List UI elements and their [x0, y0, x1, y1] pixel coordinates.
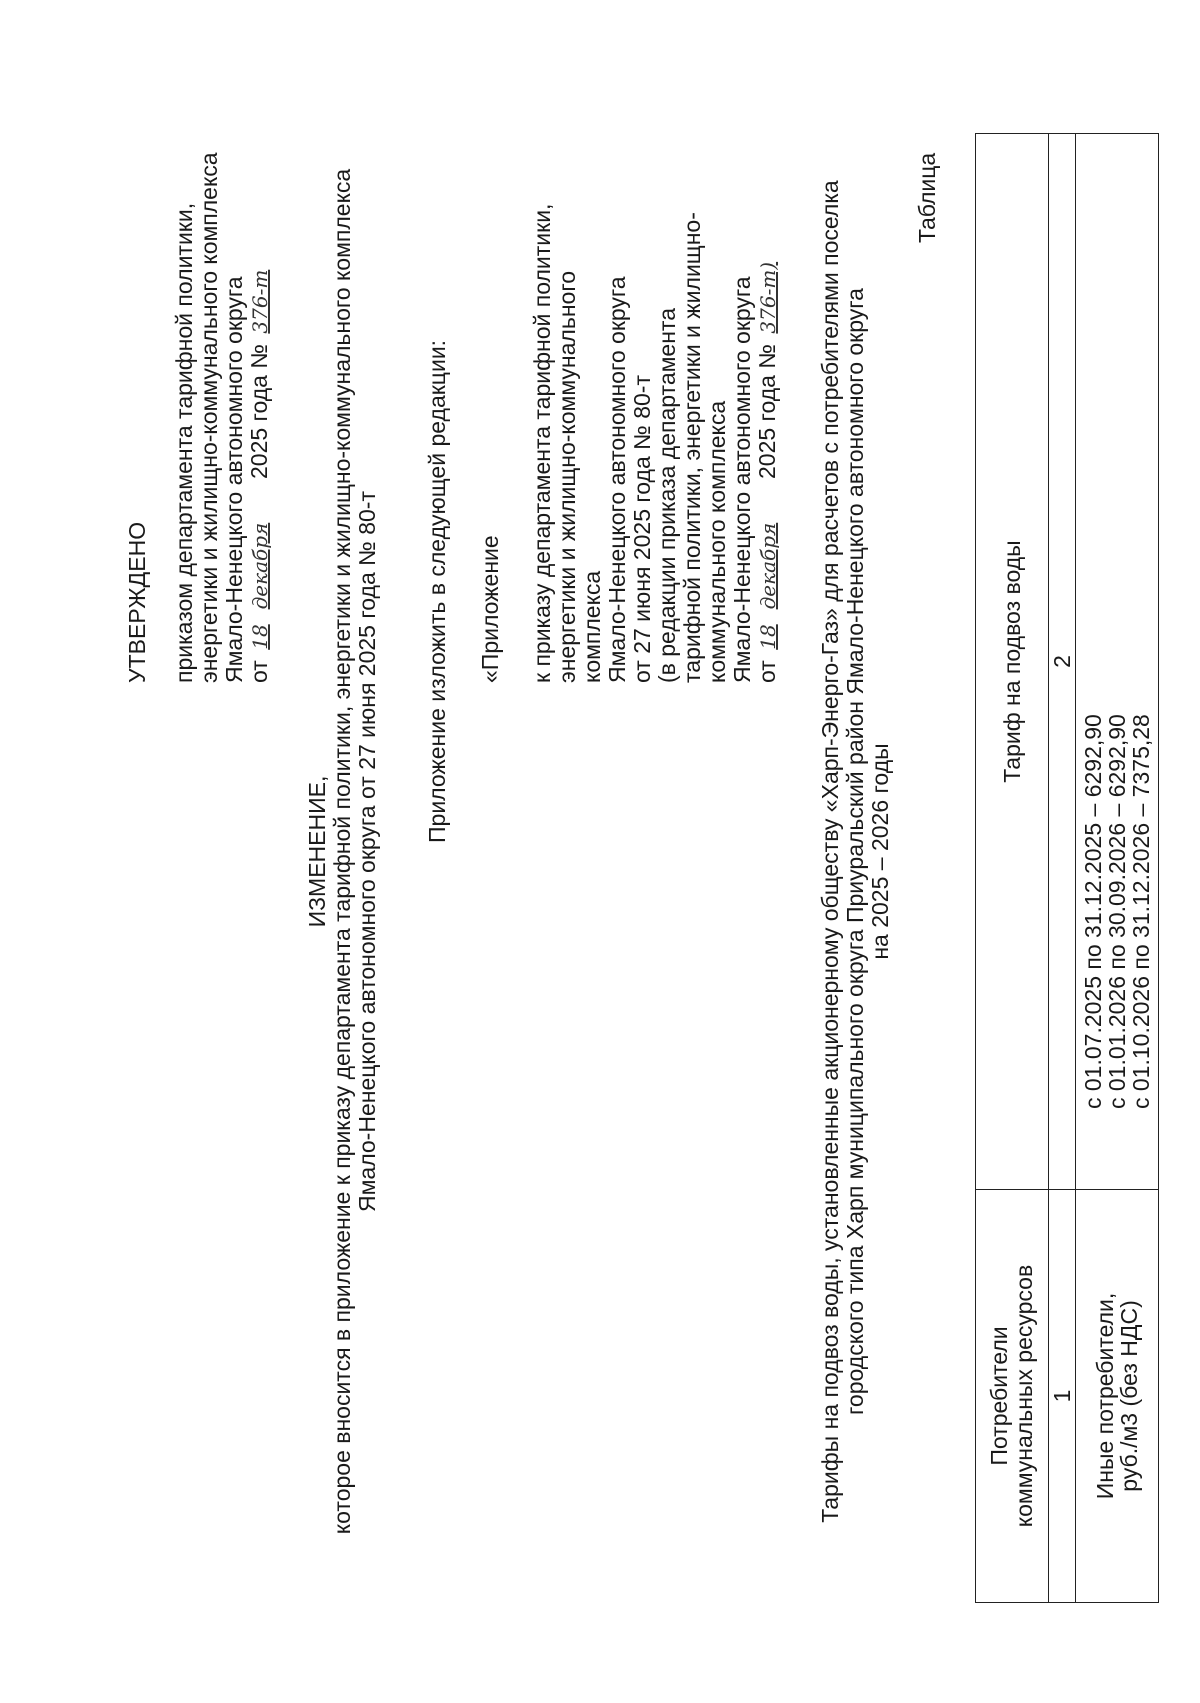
table-number-row — [1049, 134, 1076, 1603]
row-tariff-cell — [1076, 134, 1159, 1190]
change-subtitle-line-1: которое вносится в приложение к приказу департамента тарифной политики, энергетики и жилищно-коммунального комплекса — [329, 168, 355, 1535]
appendix-line-1: к приказу департамента тарифной политики, — [529, 203, 555, 683]
tariff-period-2: с 01.01.2026 по 30.09.2026 – 6292,90 — [1104, 714, 1130, 1109]
appendix-line-3: комплекса — [579, 570, 605, 683]
appendix-line-2: энергетики и жилищно-коммунального — [554, 271, 580, 683]
header-tariff-cell: Тариф на подвоз воды — [976, 134, 1049, 1190]
appendix-heading: «Приложение — [477, 535, 503, 683]
appendix-day-handwritten: 18 — [756, 624, 780, 650]
approved-day-handwritten: 18 — [248, 624, 272, 650]
row-consumers-line-1: Иные потребители, — [1092, 1292, 1118, 1500]
appendix-number-handwritten: 376-т) — [756, 261, 780, 334]
approved-date-line — [247, 266, 273, 683]
tariff-title-line-3: на 2025 – 2026 годы — [867, 743, 893, 960]
table-row — [1076, 134, 1159, 1603]
tariff-title-line-2: городского типа Харп муниципального округа Приуральский район Ямало-Ненецкого автономного округа — [842, 288, 868, 1415]
table-label: Таблица — [914, 152, 940, 243]
header-consumers-line-2: коммунальных ресурсов — [1011, 1264, 1037, 1528]
appendix-from-prefix: от — [754, 660, 780, 683]
header-consumers-line-1: Потребители — [986, 1326, 1012, 1466]
appendix-month-handwritten: декабря — [756, 522, 780, 610]
appendix-line-7: тарифной политики, энергетики и жилищно- — [679, 212, 705, 683]
approved-year-text: 2025 года № — [246, 343, 272, 479]
tariff-table — [975, 133, 1159, 1603]
approved-heading: УТВЕРЖДЕНО — [124, 521, 150, 683]
approved-number-handwritten: 376-т — [248, 269, 272, 334]
appendix-line-5: от 27 июня 2025 года № 80-т — [629, 375, 655, 683]
approved-month-handwritten: декабря — [248, 522, 272, 610]
approved-line-3: Ямало-Ненецкого автономного округа — [221, 276, 247, 683]
change-subtitle-line-2: Ямало-Ненецкого автономного округа от 27 июня 2025 года № 80-т — [354, 491, 380, 1212]
instruction-text: Приложение изложить в следующей редакции: — [424, 339, 450, 843]
table-header-row — [976, 134, 1049, 1603]
appendix-line-6: (в редакции приказа департамента — [654, 308, 680, 683]
appendix-line-9: Ямало-Ненецкого автономного округа — [729, 276, 755, 683]
tariff-period-3: с 01.10.2026 по 31.12.2026 – 7375,28 — [1128, 714, 1154, 1109]
row-consumers-line-2: руб./м3 (без НДС) — [1116, 1300, 1142, 1492]
row-consumers-cell — [1076, 1190, 1159, 1603]
appendix-date-line — [755, 258, 781, 683]
column-number-2: 2 — [1049, 134, 1076, 1190]
appendix-line-4: Ямало-Ненецкого автономного округа — [604, 276, 630, 683]
appendix-year-text: 2025 года № — [754, 343, 780, 479]
header-consumers-cell — [976, 1190, 1049, 1603]
approved-line-1: приказом департамента тарифной политики, — [171, 202, 197, 683]
appendix-line-8: коммунального комплекса — [704, 400, 730, 683]
tariff-period-1: с 01.07.2025 по 31.12.2025 – 6292,90 — [1080, 714, 1106, 1109]
approved-line-2: энергетики и жилищно-коммунального комплекса — [196, 152, 222, 683]
column-number-1: 1 — [1049, 1190, 1076, 1603]
approved-from-prefix: от — [246, 660, 272, 683]
change-title: ИЗМЕНЕНИЕ, — [304, 775, 330, 928]
tariff-title-line-1: Тарифы на подвоз воды, установленные акционерному обществу «Харп-Энерго-Газ» для расчетов с потребителями поселка — [817, 180, 843, 1523]
